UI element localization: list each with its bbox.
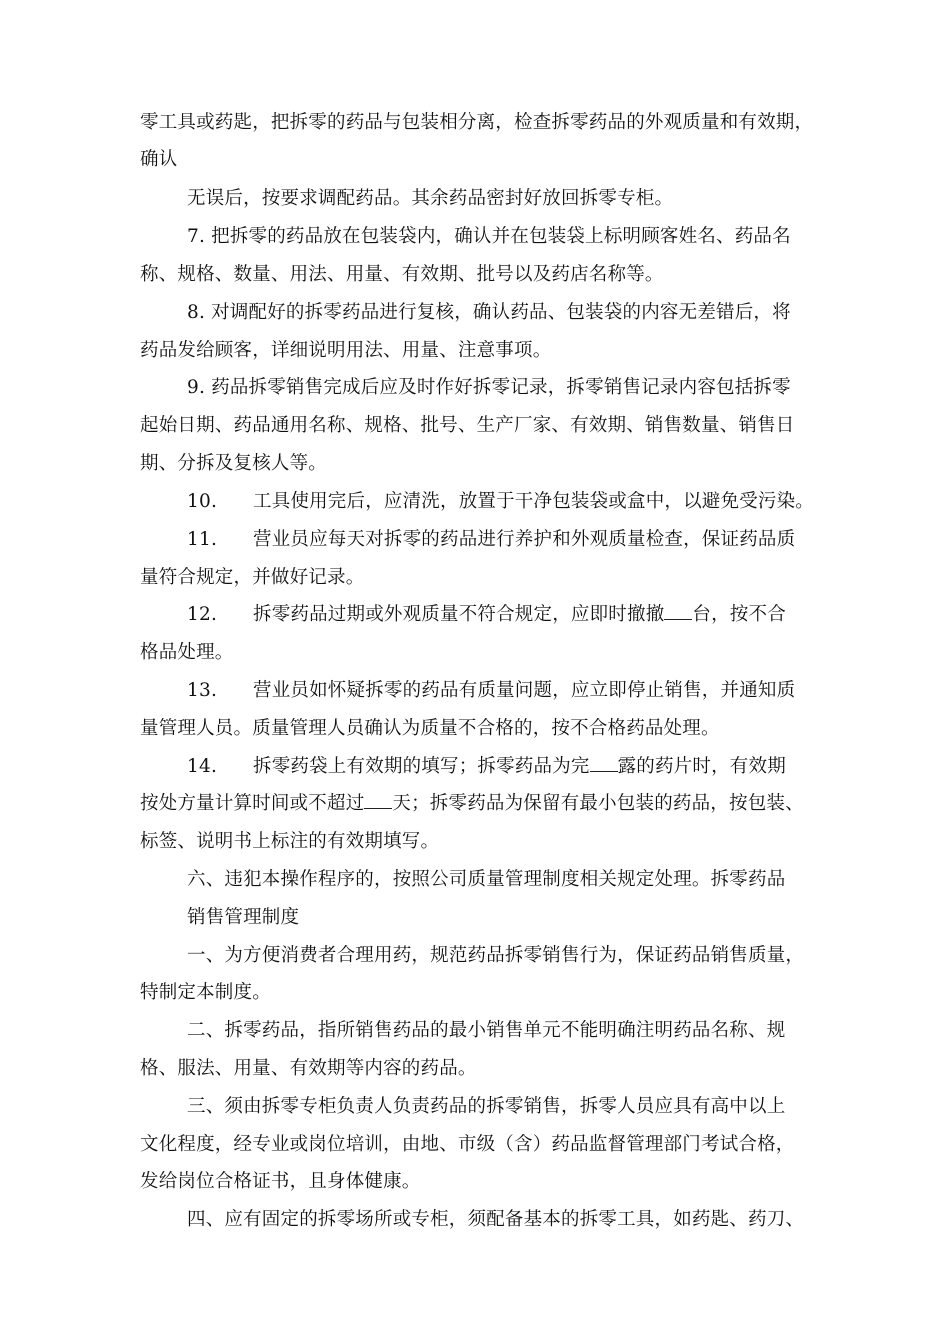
- item-number: 10.: [187, 491, 218, 512]
- text-line: [140, 792, 804, 816]
- item-text: 天；拆零药品为保留有最小包装的药品，按包装、: [392, 793, 804, 814]
- item-text: 工具使用完后，应清洗，放置于干净包装袋或盒中，以避免受污染。: [253, 491, 815, 512]
- text-line: 无误后，按要求调配药品。其余药品密封好放回拆零专柜。: [187, 188, 674, 209]
- list-item-7: 7. 把拆零的药品放在包装袋内，确认并在包装袋上标明顾客姓名、药品名: [187, 226, 791, 247]
- fill-blank: [364, 792, 392, 809]
- fill-blank: [590, 755, 618, 772]
- text-line: 零工具或药匙，把拆零的药品与包装相分离，检查拆零药品的外观质量和有效期，: [140, 112, 814, 133]
- text-line: 起始日期、药品通用名称、规格、批号、生产厂家、有效期、销售数量、销售日: [140, 415, 795, 436]
- text-line: 发给岗位合格证书，且身体健康。: [140, 1171, 421, 1192]
- list-item-11: [187, 528, 795, 552]
- text-line: 格、服法、用量、有效期等内容的药品。: [140, 1058, 477, 1079]
- clause-four: 四、应有固定的拆零场所或专柜，须配备基本的拆零工具，如药匙、药刀、: [187, 1209, 805, 1230]
- text-line: 期、分拆及复核人等。: [140, 453, 328, 474]
- fill-blank: [664, 603, 692, 620]
- item-text: 营业员如怀疑拆零的药品有质量问题，应立即停止销售，并通知质: [253, 680, 796, 701]
- clause-three: 三、须由拆零专柜负责人负责药品的拆零销售，拆零人员应具有高中以上: [187, 1096, 786, 1117]
- text-line: 文化程度，经专业或岗位培训，由地、市级（含）药品监督管理部门考试合格，: [140, 1134, 795, 1155]
- item-text: 拆零药品过期或外观质量不符合规定，应即时撤撤: [253, 604, 665, 625]
- list-item-14: [187, 755, 786, 779]
- item-number: 12.: [187, 604, 218, 625]
- item-number: 13.: [187, 680, 218, 701]
- text-line: 称、规格、数量、用法、用量、有效期、批号以及药店名称等。: [140, 264, 664, 285]
- section-title: 销售管理制度: [187, 907, 300, 928]
- item-number: 11.: [187, 529, 218, 550]
- text-line: 量管理人员。质量管理人员确认为质量不合格的，按不合格药品处理。: [140, 718, 720, 739]
- text-line: 特制定本制度。: [140, 982, 271, 1003]
- text-line: 量符合规定，并做好记录。: [140, 567, 365, 588]
- list-item-9: 9. 药品拆零销售完成后应及时作好拆零记录，拆零销售记录内容包括拆零: [187, 377, 791, 398]
- clause-two: 二、拆零药品，指所销售药品的最小销售单元不能明确注明药品名称、规: [187, 1020, 786, 1041]
- item-text: 台，按不合: [692, 604, 786, 625]
- item-text: 露的药片时，有效期: [617, 756, 786, 777]
- clause-one: 一、为方便消费者合理用药，规范药品拆零销售行为，保证药品销售质量，: [187, 945, 805, 966]
- item-text: 拆零药袋上有效期的填写；拆零药品为完: [253, 756, 590, 777]
- list-item-12: [187, 603, 786, 627]
- list-item-13: [187, 679, 795, 703]
- section-six: 六、违犯本操作程序的，按照公司质量管理制度相关规定处理。拆零药品: [187, 869, 786, 890]
- list-item-10: [187, 490, 814, 514]
- text-line: 确认: [140, 149, 178, 170]
- item-number: 14.: [187, 756, 218, 777]
- text-line: 药品发给顾客，详细说明用法、用量、注意事项。: [140, 340, 552, 361]
- text-line: 格品处理。: [140, 642, 234, 663]
- text-line: 标签、说明书上标注的有效期填写。: [140, 831, 440, 852]
- item-text: 按处方量计算时间或不超过: [140, 793, 365, 814]
- list-item-8: 8. 对调配好的拆零药品进行复核，确认药品、包装袋的内容无差错后，将: [187, 302, 791, 323]
- item-text: 营业员应每天对拆零的药品进行养护和外观质量检查，保证药品质: [253, 529, 796, 550]
